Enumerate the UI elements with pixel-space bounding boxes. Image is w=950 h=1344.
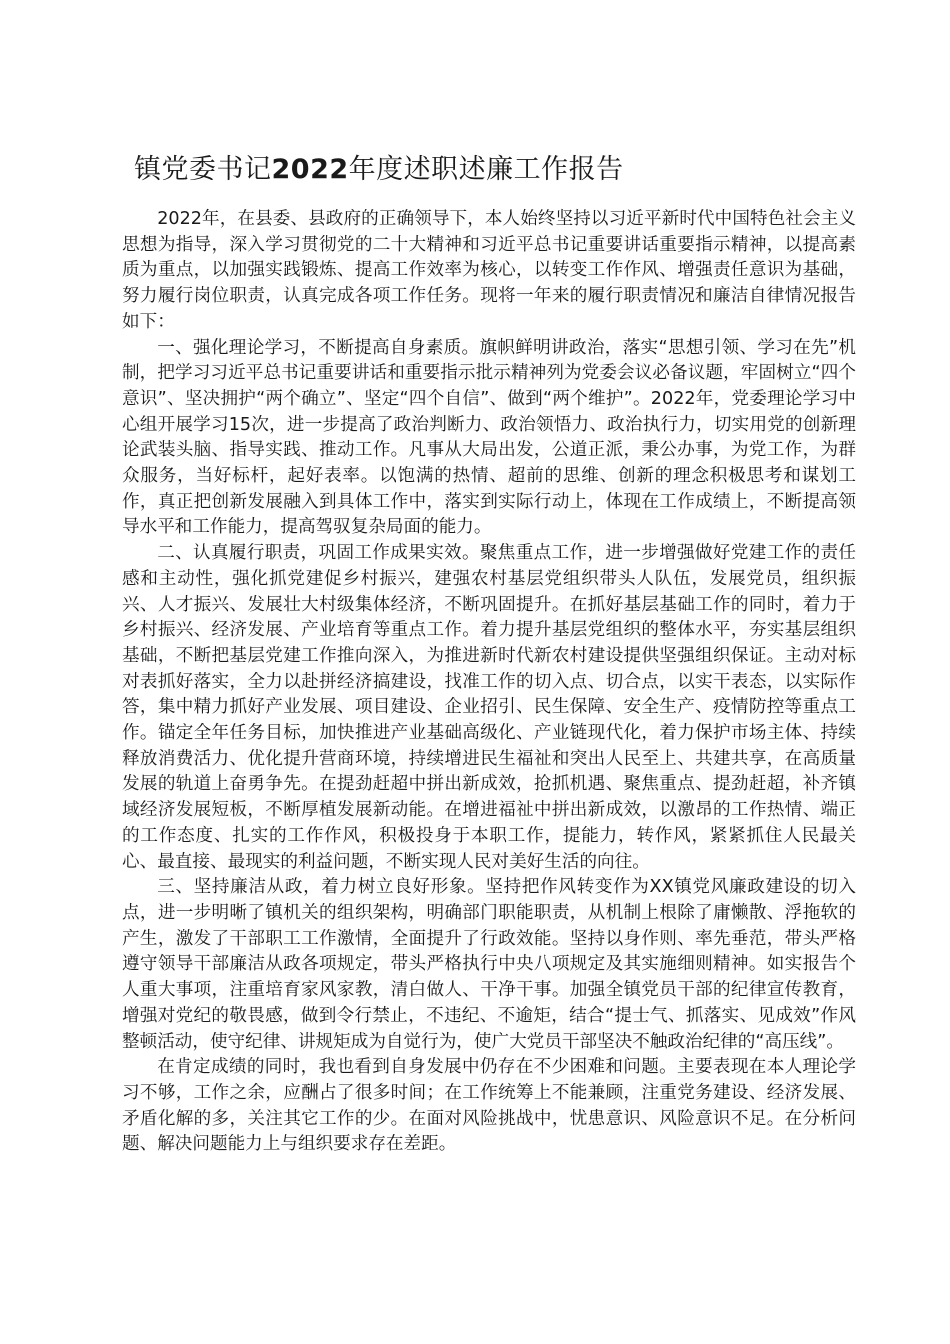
title-prefix: 镇党委书记 (134, 154, 272, 185)
paragraph-intro: 2022年，在县委、县政府的正确领导下，本人始终坚持以习近平新时代中国特色社会主义思想为指导，深入学习贯彻党的二十大精神和习近平总书记重要讲话重要指示精神，以提高素质为重点，以加强实践锻炼、提高工作效率为核心，以转变工作作风、增强责任意识为基础，努力履行岗位职责，认真完成各项工作任务。现将一年来的履行职责情况和廉洁自律情况报告如下： (122, 209, 856, 332)
document-body (122, 207, 856, 1158)
paragraph-problems: 在肯定成绩的同时，我也看到自身发展中仍存在不少困难和问题。主要表现在本人理论学习不够，工作之余，应酬占了很多时间；在工作统筹上不能兼顾，注重党务建设、经济发展、矛盾化解的多，关注其它工作的少。在面对风险挑战中，忧患意识、风险意识不足。在分析问题、解决问题能力上与组织要求存在差距。 (122, 1057, 856, 1155)
title-year: 2022 (271, 154, 349, 185)
paragraph-section-3: 三、坚持廉洁从政，着力树立良好形象。坚持把作风转变作为XX镇党风廉政建设的切入点，进一步明晰了镇机关的组织架构，明确部门职能职责，从机制上根除了庸懒散、浮拖软的产生，激发了干部职工工作激情，全面提升了行政效能。坚持以身作则、率先垂范，带头严格遵守领导干部廉洁从政各项规定，带头严格执行中央八项规定及其实施细则精神。如实报告个人重大事项，注重培育家风家教，清白做人、干净干事。加强全镇党员干部的纪律宣传教育，增强对党纪的敬畏感，做到令行禁止，不违纪、不逾矩，结合“提士气、抓落实、见成效”作风整顿活动，使守纪律、讲规矩成为自觉行为，使广大党员干部坚决不触政治纪律的“高压线”。 (122, 877, 856, 1052)
title-suffix: 年度述职述廉工作报告 (348, 154, 624, 185)
paragraph-section-1: 一、强化理论学习，不断提高自身素质。旗帜鲜明讲政治，落实“思想引领、学习在先”机制，把学习习近平总书记重要讲话和重要指示批示精神列为党委会议必备议题，牢固树立“四个意识”、坚决拥护“两个确立”、坚定“四个自信”、做到“两个维护”。2022年，党委理论学习中心组开展学习15次，进一步提高了政治判断力、政治领悟力、政治执行力，切实用党的创新理论武装头脑、指导实践、推动工作。凡事从大局出发，公道正派，秉公办事，为党工作，为群众服务，当好标杆，起好表率。以饱满的热情、超前的思维、创新的理念积极思考和谋划工作，真正把创新发展融入到具体工作中，落实到实际行动上，体现在工作成绩上，不断提高领导水平和工作能力，提高驾驭复杂局面的能力。 (122, 337, 856, 538)
paragraph-section-2: 二、认真履行职责，巩固工作成果实效。聚焦重点工作，进一步增强做好党建工作的责任感和主动性，强化抓党建促乡村振兴，建强农村基层党组织带头人队伍，发展党员，组织振兴、人才振兴、发展壮大村级集体经济，不断巩固提升。在抓好基层基础工作的同时，着力于乡村振兴、经济发展、产业培育等重点工作。着力提升基层党组织的整体水平，夯实基层组织基础，不断把基层党建工作推向深入，为推进新时代新农村建设提供坚强组织保证。主动对标对表抓好落实，全力以赴拼经济搞建设，找准工作的切入点、切合点，以实干表态，以实际作答，集中精力抓好产业发展、项目建设、企业招引、民生保障、安全生产、疫情防控等重点工作。锚定全年任务目标，加快推进产业基础高级化、产业链现代化，着力保护市场主体、持续释放消费活力、优化提升营商环境，持续增进民生福祉和突出人民至上、共建共享，在高质量发展的轨道上奋勇争先。在提劲赶超中拼出新成效，抢抓机遇、聚焦重点、提劲赶超，补齐镇域经济发展短板，不断厚植发展新动能。在增进福祉中拼出新成效，以激昂的工作热情、端正的工作态度、扎实的工作作风，积极投身于本职工作，提能力，转作风，紧紧抓住人民最关心、最直接、最现实的利益问题，不断实现人民对美好生活的向往。 (122, 543, 856, 872)
document-title (0, 150, 924, 190)
